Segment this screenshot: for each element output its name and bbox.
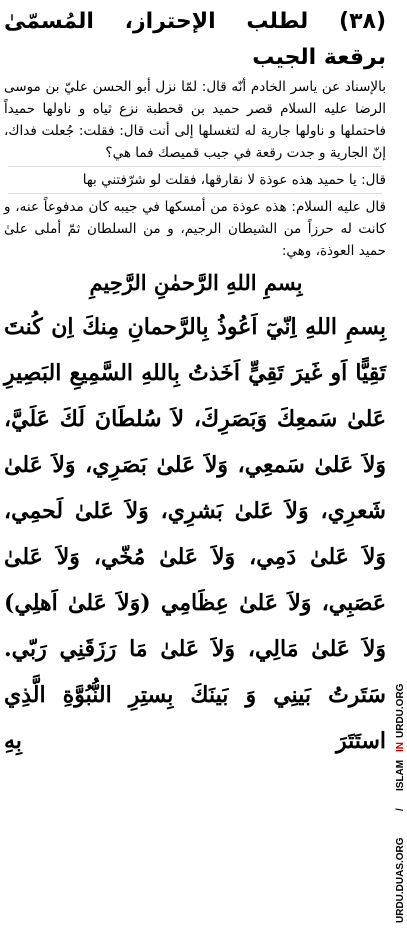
dua-number: (۳۸) (339, 9, 386, 34)
dua-heading (0, 4, 392, 76)
dua-text (0, 304, 392, 764)
watermark-site-2b: IN (395, 742, 406, 752)
narration-paragraph-3: قال عليه السلام: هذه عوذة من أمسكها في جيبه كان مدفوعاً عنه، و كانت له حرزاً من الشيطان الرجيم، و من السلطان ثمّ أملى علىٰ حميد العوذة، وهي: (4, 199, 386, 259)
dua-body: بِسمِ اللهِ اِنّيٓ اَعُوذُ بِالرَّحمانِ مِنكَ اِن كُنتَ تَقِيًّا اَو غَيرَ تَقِيٍّ اَخَذتُ بِاللهِ السَّمِيعِ البَصِيرِ عَلىٰ سَمعِكَ وَبَصَرِكَ، لاَ سُلطَانَ لَكَ عَلَيَّ، وَلاَ عَلىٰ سَمعِي، وَلاَ عَلىٰ بَصَرِي، وَلاَ عَلىٰ شَعرِي، وَلاَ عَلىٰ بَشرِي، وَلاَ عَلىٰ لَحمِي، وَلاَ عَلىٰ دَمِي، وَلاَ عَلىٰ مُخّي، وَلاَ عَلىٰ عَصَبِي، وَلاَ عَلىٰ عِظَامِي (وَلاَ عَلىٰ اَهلِي) وَلاَ عَلىٰ مَالِي، وَلاَ عَلىٰ مَا رَزَقَنِي رَبّي. سَتَرتُ بَينِي وَ بَينَكَ بِستِرِ النُّبُوَّةِ الَّذِي استَتَرَ بِهِ (4, 314, 386, 754)
narration-paragraph-2: قال: يا حميد هذه عوذة لا نقارقها، فقلت لو شرّفتني بها (82, 172, 386, 188)
divider (8, 166, 382, 167)
narration-text (0, 76, 392, 262)
bismillah: بِسمِ اللهِ الرَّحمٰنِ الرَّحِيمِ (89, 270, 303, 295)
dua-title: لطلب الإحتراز، المُسمّىٰ برقعة الجيب (4, 9, 386, 70)
site-watermark (391, 655, 407, 925)
watermark-site-2a: ISLAM (395, 759, 406, 791)
watermark-site-2c: URDU.ORG (395, 683, 406, 738)
watermark-site-1: URDU.DUAS.ORG (395, 837, 406, 923)
divider (8, 193, 382, 194)
narration-paragraph-1: بالإسناد عن ياسر الخادم أنّه قال: لمّا نزل أبو الحسن عليّ بن موسى الرضا عليه السلام قصر حميد بن قحطبة نزع ثياه و ناولها حميداً فاحتملها و ناولها جارية له لتغسلها إلى أنت قال: فقلت: جُعلت فداك، إنّ الجارية و جدت رقعة في جيب قميصك فما هي؟ (4, 79, 386, 161)
watermark-separator: / (395, 808, 406, 811)
